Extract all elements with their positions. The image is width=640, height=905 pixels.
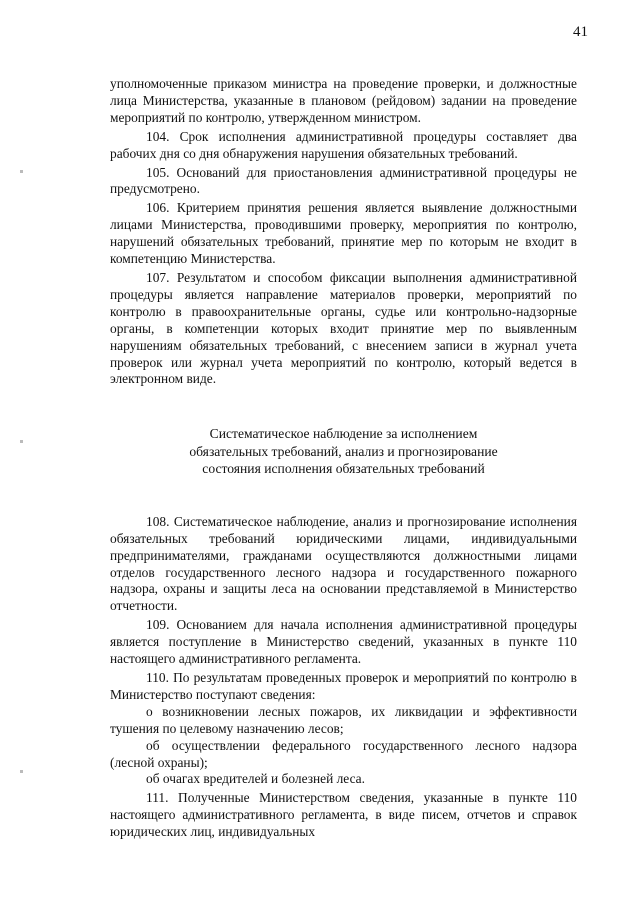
paragraph-106: 106. Критерием принятия решения является выявление должностными лицами Министерства, проводившими проверку, мероприятия по контролю, нарушений обязательных требований, принятие мер по которым не входит в компетенцию Министерства. [110,200,577,267]
section-heading [110,425,577,478]
paragraph-109: 109. Основанием для начала исполнения административной процедуры является поступление в Министерство сведений, указанных в пункте 110 настоящего административного регламента. [110,617,577,667]
list-item-fires: о возникновении лесных пожаров, их ликвидации и эффективности тушения по целевому назначению лесов; [110,703,577,736]
section-heading-line-2: обязательных требований, анализ и прогнозирование [189,443,498,459]
section-heading-line-3: состояния исполнения обязательных требований [202,461,485,477]
margin-mark [20,440,23,443]
list-item-forest-supervision: об осуществлении федерального государственного лесного надзора (лесной охраны); [110,737,577,770]
paragraph-107: 107. Результатом и способом фиксации выполнения административной процедуры является направление материалов проверки, мероприятий по контролю в правоохранительные органы, судье или контрольно-надзорные органы, в компетенции которых входит принятие мер по выявленным нарушениям обязательных требований, с внесением записи в журнал учета проверок или журнал учета мероприятий по контролю, который ведется в электронном виде. [110,269,577,387]
paragraph-104: 104. Срок исполнения административной процедуры составляет два рабочих дня со дня обнаружения нарушения обязательных требований. [110,128,577,161]
list-item-pests: об очагах вредителей и болезней леса. [146,771,365,787]
paragraph-110: 110. По результатам проведенных проверок и мероприятий по контролю в Министерство поступают сведения: [110,669,577,702]
margin-mark [20,770,23,773]
paragraph-105: 105. Оснований для приостановления административной процедуры не предусмотрено. [110,164,577,197]
paragraph-111: 111. Полученные Министерством сведения, указанные в пункте 110 настоящего административного регламента, в виде писем, отчетов и справок юридических лиц, индивидуальных [110,790,577,840]
section-heading-line-1: Систематическое наблюдение за исполнением [209,426,478,442]
document-body [110,76,577,841]
paragraph-108: 108. Систематическое наблюдение, анализ и прогнозирование исполнения обязательных требований юридическими лицами, индивидуальными предпринимателями, гражданами осуществляются должностными лицами отделов государственного лесного надзора и государственного пожарного надзора, охраны и защиты леса на основании представляемой в Министерство отчетности. [110,513,577,614]
page-number: 41 [573,24,588,40]
paragraph-continuation: уполномоченные приказом министра на проведение проверки, и должностные лица Министерства, указанные в плановом (рейдовом) задании на проведение мероприятий по контролю, утвержденном министром. [110,76,577,125]
margin-mark [20,170,23,173]
